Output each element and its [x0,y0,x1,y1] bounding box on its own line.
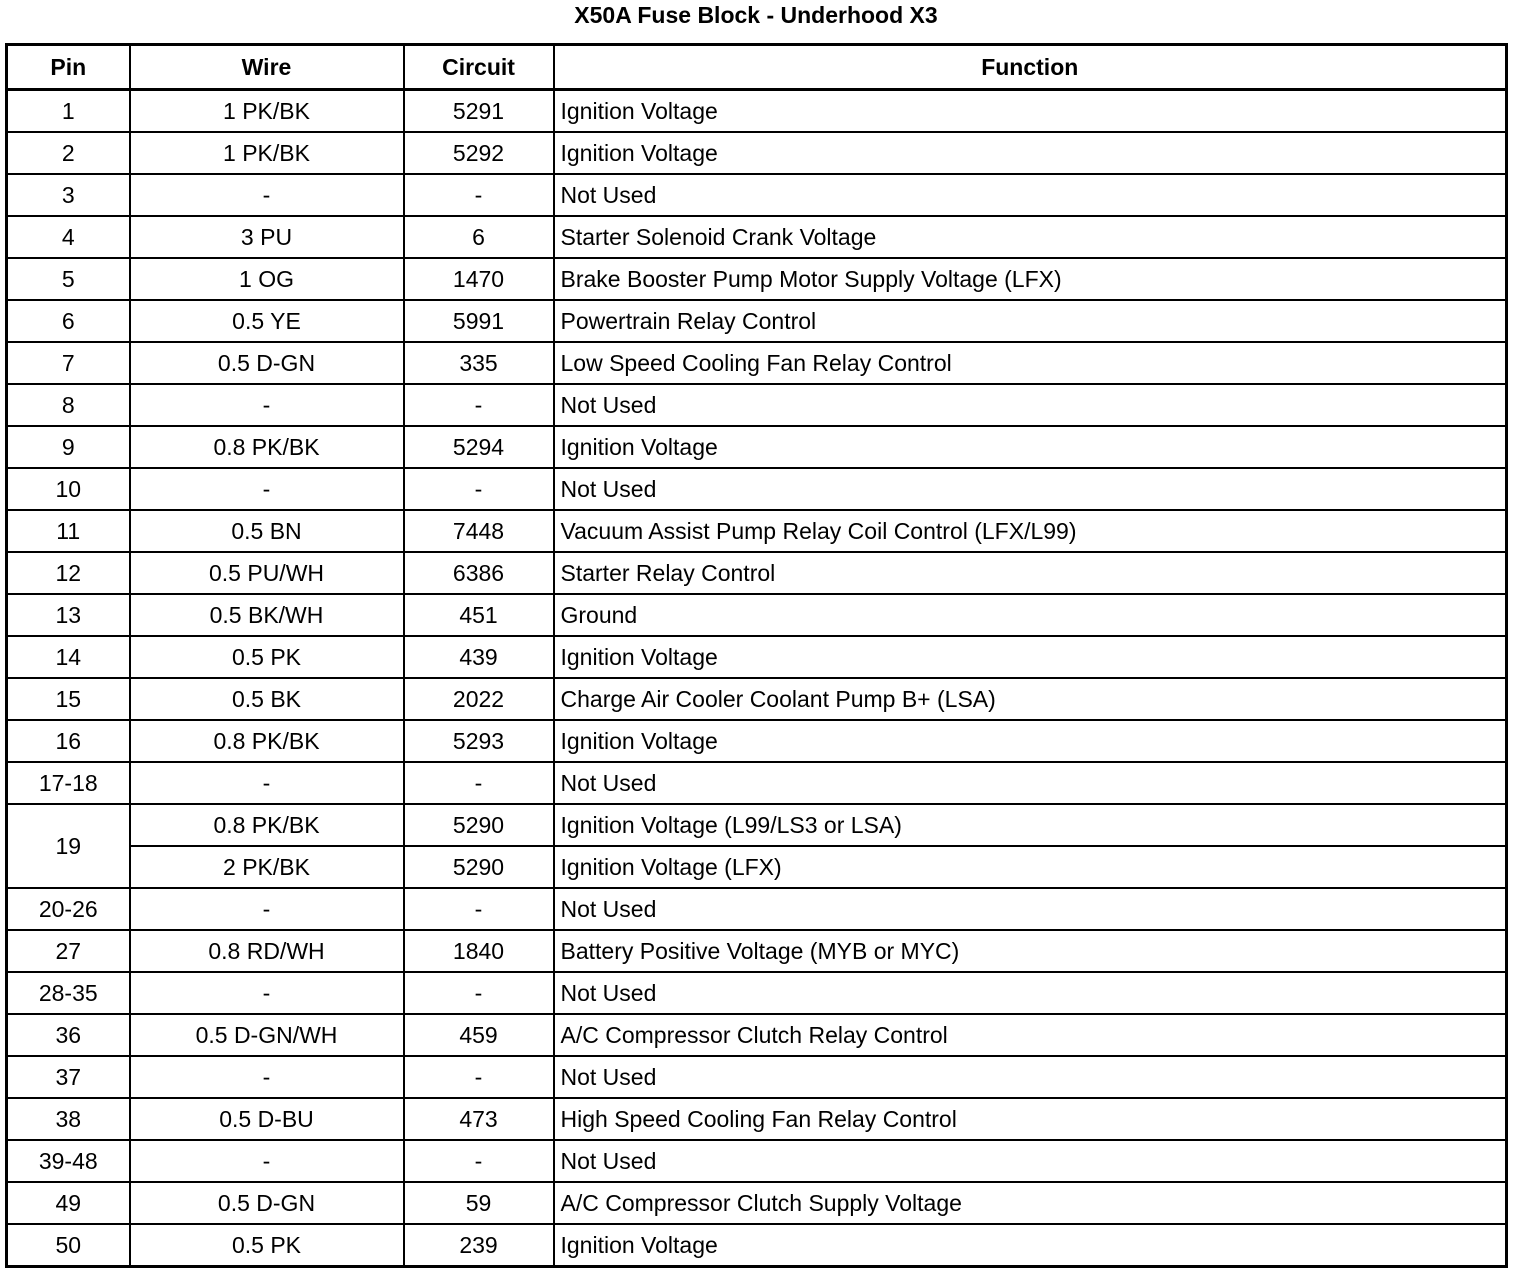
function-cell: Battery Positive Voltage (MYB or MYC) [554,930,1507,972]
function-cell: Vacuum Assist Pump Relay Coil Control (LFX/L99) [554,510,1507,552]
table-row [7,132,1507,174]
wire-cell: 0.5 PU/WH [130,552,404,594]
pin-cell: 50 [7,1224,130,1267]
circuit-cell: 335 [404,342,554,384]
wire-cell: - [130,174,404,216]
function-cell: Ignition Voltage [554,636,1507,678]
header-wire: Wire [130,45,404,90]
wire-cell: 0.5 YE [130,300,404,342]
table-header [7,45,1507,90]
table-row [7,594,1507,636]
pin-cell: 36 [7,1014,130,1056]
function-cell: Not Used [554,468,1507,510]
header-function: Function [554,45,1507,90]
function-cell: Starter Solenoid Crank Voltage [554,216,1507,258]
circuit-cell: - [404,384,554,426]
function-cell: Not Used [554,888,1507,930]
table-row [7,888,1507,930]
pin-cell: 17-18 [7,762,130,804]
pin-cell: 14 [7,636,130,678]
wire-cell: 0.5 D-GN/WH [130,1014,404,1056]
table-body [7,90,1507,1267]
function-cell: Ignition Voltage [554,1224,1507,1267]
function-cell: Ignition Voltage (LFX) [554,846,1507,888]
table-row [7,468,1507,510]
wire-cell: 0.5 PK [130,636,404,678]
function-cell: Not Used [554,384,1507,426]
table-row [7,552,1507,594]
wire-cell: 0.5 BN [130,510,404,552]
table-row [7,1056,1507,1098]
circuit-cell: 5292 [404,132,554,174]
wire-cell: - [130,972,404,1014]
wire-cell: 1 PK/BK [130,132,404,174]
function-cell: Powertrain Relay Control [554,300,1507,342]
circuit-cell: 451 [404,594,554,636]
circuit-cell: 459 [404,1014,554,1056]
wire-cell: - [130,1140,404,1182]
function-cell: Ignition Voltage [554,132,1507,174]
table-row [7,174,1507,216]
pin-cell: 6 [7,300,130,342]
pin-cell: 20-26 [7,888,130,930]
table-row [7,804,1507,846]
function-cell: Not Used [554,1140,1507,1182]
circuit-cell: - [404,468,554,510]
function-cell: Low Speed Cooling Fan Relay Control [554,342,1507,384]
function-cell: A/C Compressor Clutch Relay Control [554,1014,1507,1056]
circuit-cell: 2022 [404,678,554,720]
function-cell: Not Used [554,972,1507,1014]
circuit-cell: 1470 [404,258,554,300]
wire-cell: 2 PK/BK [130,846,404,888]
wire-cell: 3 PU [130,216,404,258]
circuit-cell: - [404,1140,554,1182]
function-cell: Ignition Voltage [554,426,1507,468]
wire-cell: - [130,384,404,426]
table-row [7,1140,1507,1182]
table-row [7,342,1507,384]
pin-cell: 39-48 [7,1140,130,1182]
pin-cell: 2 [7,132,130,174]
circuit-cell: - [404,762,554,804]
circuit-cell: 6 [404,216,554,258]
circuit-cell: 5291 [404,90,554,133]
circuit-cell: - [404,888,554,930]
table-row [7,1014,1507,1056]
wire-cell: 0.5 BK/WH [130,594,404,636]
table-row [7,1224,1507,1267]
wire-cell: 0.8 RD/WH [130,930,404,972]
circuit-cell: 5290 [404,846,554,888]
function-cell: Ignition Voltage [554,720,1507,762]
pin-cell: 38 [7,1098,130,1140]
function-cell: Not Used [554,762,1507,804]
table-row [7,1098,1507,1140]
wire-cell: 0.5 D-BU [130,1098,404,1140]
circuit-cell: 5293 [404,720,554,762]
circuit-cell: 59 [404,1182,554,1224]
wire-cell: - [130,468,404,510]
table-row [7,300,1507,342]
header-pin: Pin [7,45,130,90]
wire-cell: 0.5 D-GN [130,342,404,384]
wire-cell: 1 PK/BK [130,90,404,133]
function-cell: Ground [554,594,1507,636]
table-row [7,972,1507,1014]
table-row [7,930,1507,972]
table-row [7,384,1507,426]
table-row [7,258,1507,300]
table-row [7,90,1507,133]
page-title: X50A Fuse Block - Underhood X3 [574,2,938,28]
function-cell: Ignition Voltage [554,90,1507,133]
circuit-cell: 6386 [404,552,554,594]
circuit-cell: 1840 [404,930,554,972]
header-circuit: Circuit [404,45,554,90]
table-row [7,846,1507,888]
pin-cell: 10 [7,468,130,510]
pin-cell: 5 [7,258,130,300]
table-row [7,636,1507,678]
pin-cell: 1 [7,90,130,133]
table-row [7,426,1507,468]
table-row [7,720,1507,762]
table-row [7,1182,1507,1224]
wire-cell: 0.5 PK [130,1224,404,1267]
circuit-cell: - [404,972,554,1014]
function-cell: Ignition Voltage (L99/LS3 or LSA) [554,804,1507,846]
table-row [7,762,1507,804]
circuit-cell: - [404,174,554,216]
function-cell: Not Used [554,1056,1507,1098]
circuit-cell: 439 [404,636,554,678]
function-cell: A/C Compressor Clutch Supply Voltage [554,1182,1507,1224]
pinout-table [5,43,1508,1268]
pin-cell: 13 [7,594,130,636]
table-row [7,216,1507,258]
pin-cell: 28-35 [7,972,130,1014]
function-cell: Starter Relay Control [554,552,1507,594]
circuit-cell: 239 [404,1224,554,1267]
pin-cell: 3 [7,174,130,216]
wire-cell: 0.8 PK/BK [130,720,404,762]
circuit-cell: 473 [404,1098,554,1140]
pin-cell: 27 [7,930,130,972]
table-row [7,678,1507,720]
wire-cell: - [130,762,404,804]
circuit-cell: 5991 [404,300,554,342]
circuit-cell: - [404,1056,554,1098]
pin-cell: 4 [7,216,130,258]
header-row [7,45,1507,90]
pin-cell: 37 [7,1056,130,1098]
wire-cell: 1 OG [130,258,404,300]
pin-cell: 49 [7,1182,130,1224]
wire-cell: 0.5 BK [130,678,404,720]
pin-cell: 16 [7,720,130,762]
pin-cell: 8 [7,384,130,426]
pin-cell: 12 [7,552,130,594]
circuit-cell: 7448 [404,510,554,552]
circuit-cell: 5290 [404,804,554,846]
table-row [7,510,1507,552]
wire-cell: - [130,888,404,930]
pin-cell: 7 [7,342,130,384]
wire-cell: 0.5 D-GN [130,1182,404,1224]
pin-cell: 9 [7,426,130,468]
wire-cell: - [130,1056,404,1098]
circuit-cell: 5294 [404,426,554,468]
function-cell: High Speed Cooling Fan Relay Control [554,1098,1507,1140]
wire-cell: 0.8 PK/BK [130,804,404,846]
function-cell: Brake Booster Pump Motor Supply Voltage (LFX) [554,258,1507,300]
function-cell: Charge Air Cooler Coolant Pump B+ (LSA) [554,678,1507,720]
function-cell: Not Used [554,174,1507,216]
pin-cell: 19 [7,804,130,888]
pin-cell: 11 [7,510,130,552]
wire-cell: 0.8 PK/BK [130,426,404,468]
pin-cell: 15 [7,678,130,720]
